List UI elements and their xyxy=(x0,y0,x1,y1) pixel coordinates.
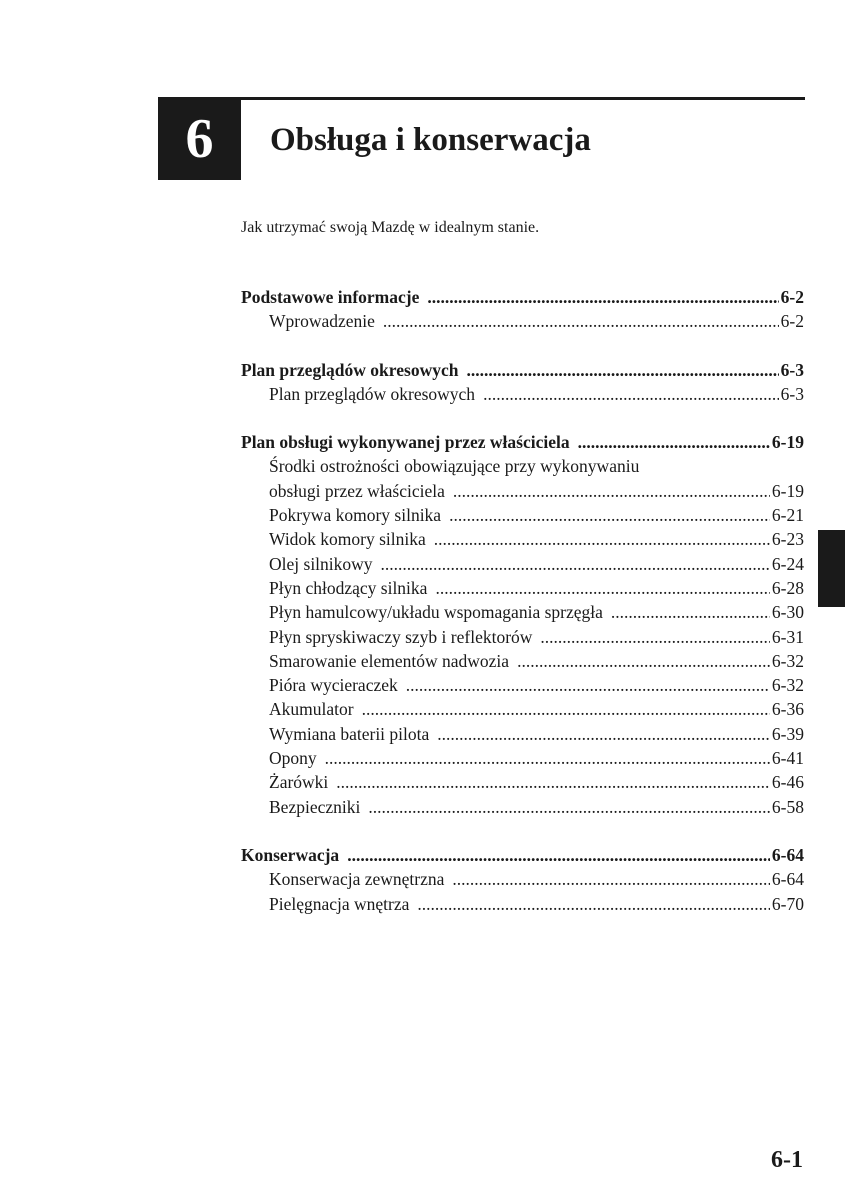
toc-section-title: Plan obsługi wykonywanej przez właściciela xyxy=(241,432,570,453)
toc-entry[interactable] xyxy=(241,770,804,794)
toc-entry-page: 6-64 xyxy=(771,869,804,890)
toc-entry-label: Wprowadzenie xyxy=(269,311,375,332)
toc-entry-label: Płyn chłodzący silnika xyxy=(269,577,428,598)
toc-entry[interactable] xyxy=(241,649,804,673)
intro-text: Jak utrzymać swoją Mazdę w idealnym stanie. xyxy=(241,219,540,236)
toc-entry-page: 6-21 xyxy=(771,505,804,526)
toc-entry-label: obsługi przez właściciela xyxy=(269,480,445,501)
toc-entry-page: 6-46 xyxy=(771,772,804,793)
dot-leader xyxy=(381,552,770,576)
toc-entry-label: Widok komory silnika xyxy=(269,529,426,550)
dot-leader xyxy=(453,479,770,503)
toc-section-page: 6-19 xyxy=(771,432,804,453)
toc-section-title: Konserwacja xyxy=(241,844,340,865)
dot-leader xyxy=(336,770,770,794)
toc-entry-page: 6-58 xyxy=(771,796,804,817)
toc-entry-label: Olej silnikowy xyxy=(269,553,373,574)
toc-section xyxy=(241,285,804,334)
chapter-number: 6 xyxy=(185,107,214,170)
dot-leader xyxy=(383,309,779,333)
toc-entry-page: 6-41 xyxy=(771,748,804,769)
toc-entry-label: Opony xyxy=(269,748,317,769)
toc-section-page: 6-2 xyxy=(780,287,804,307)
toc-entry[interactable] xyxy=(241,673,804,697)
toc-entry-label: Bezpieczniki xyxy=(269,796,361,817)
toc-entry-label: Pokrywa komory silnika xyxy=(269,505,442,526)
dot-leader xyxy=(611,600,770,624)
dot-leader xyxy=(368,795,770,819)
toc-entry-page: 6-28 xyxy=(771,577,804,598)
toc-entry-label: Akumulator xyxy=(269,699,354,720)
dot-leader xyxy=(434,527,770,551)
toc-entry-page: 6-31 xyxy=(771,626,804,647)
toc-entry[interactable] xyxy=(241,697,804,721)
dot-leader xyxy=(449,503,770,527)
toc-entry[interactable] xyxy=(241,527,804,551)
toc-entry[interactable] xyxy=(241,722,804,746)
toc-entry-label: Pielęgnacja wnętrza xyxy=(269,893,410,914)
chapter-number-box xyxy=(158,97,241,180)
toc-entry[interactable] xyxy=(241,867,804,891)
toc-entry-label: Żarówki xyxy=(269,772,329,793)
toc-section xyxy=(241,358,804,407)
toc-entry-label: Płyn spryskiwaczy szyb i reflektorów xyxy=(269,626,533,647)
toc-entry[interactable] xyxy=(241,309,804,333)
toc-entry[interactable] xyxy=(241,746,804,770)
toc-section-heading[interactable] xyxy=(241,358,804,382)
dot-leader xyxy=(325,746,770,770)
toc-entry[interactable] xyxy=(241,479,804,503)
dot-leader xyxy=(452,867,770,891)
page-number: 6-1 xyxy=(771,1147,803,1173)
toc-entry[interactable] xyxy=(241,503,804,527)
dot-leader xyxy=(483,382,779,406)
toc-entry-page: 6-2 xyxy=(780,311,804,332)
toc-entry-page: 6-39 xyxy=(771,723,804,744)
toc-entry-page: 6-23 xyxy=(771,529,804,550)
toc-entry-page: 6-32 xyxy=(771,675,804,696)
dot-leader xyxy=(578,430,770,454)
dot-leader xyxy=(540,625,770,649)
toc-entry-label: Płyn hamulcowy/układu wspomagania sprzęgła xyxy=(269,602,603,623)
toc-section xyxy=(241,843,804,916)
dot-leader xyxy=(406,673,770,697)
toc-entry-page: 6-19 xyxy=(771,480,804,501)
toc-entry-page: 6-70 xyxy=(771,893,804,914)
dot-leader xyxy=(427,285,778,309)
dot-leader xyxy=(517,649,770,673)
dot-leader xyxy=(417,892,770,916)
toc-entry-first-line[interactable] xyxy=(241,454,804,478)
toc-entry[interactable] xyxy=(241,576,804,600)
toc-section-page: 6-64 xyxy=(771,844,804,865)
toc-entry[interactable] xyxy=(241,892,804,916)
top-rule xyxy=(158,97,805,100)
dot-leader xyxy=(362,697,770,721)
toc-entry-page: 6-24 xyxy=(771,553,804,574)
toc-section-title: Podstawowe informacje xyxy=(241,287,420,307)
dot-leader xyxy=(437,722,770,746)
chapter-title: Obsługa i konserwacja xyxy=(270,122,591,158)
toc-entry-page: 6-32 xyxy=(771,650,804,671)
dot-leader xyxy=(347,843,770,867)
toc-entry-page: 6-30 xyxy=(771,602,804,623)
toc-entry-page: 6-3 xyxy=(780,383,804,404)
toc-entry-label: Wymiana baterii pilota xyxy=(269,723,430,744)
toc-entry[interactable] xyxy=(241,795,804,819)
table-of-contents xyxy=(241,285,804,916)
toc-entry-label: Plan przeglądów okresowych xyxy=(269,383,476,404)
toc-entry-page: 6-36 xyxy=(771,699,804,720)
toc-section-heading[interactable] xyxy=(241,430,804,454)
dot-leader xyxy=(435,576,769,600)
toc-entry[interactable] xyxy=(241,625,804,649)
toc-entry[interactable] xyxy=(241,600,804,624)
toc-entry[interactable] xyxy=(241,552,804,576)
chapter-thumb-tab xyxy=(818,530,845,607)
toc-section-title: Plan przeglądów okresowych xyxy=(241,359,459,380)
toc-section-page: 6-3 xyxy=(780,359,804,380)
toc-entry-label: Smarowanie elementów nadwozia xyxy=(269,650,510,671)
toc-entry-label: Pióra wycieraczek xyxy=(269,675,398,696)
toc-entry[interactable] xyxy=(241,382,804,406)
toc-section xyxy=(241,430,804,819)
toc-section-heading[interactable] xyxy=(241,843,804,867)
toc-entry-label: Konserwacja zewnętrzna xyxy=(269,869,445,890)
toc-section-heading[interactable] xyxy=(241,285,804,309)
toc-entry-label-line1: Środki ostrożności obowiązujące przy wykonywaniu xyxy=(269,456,640,477)
dot-leader xyxy=(466,358,778,382)
